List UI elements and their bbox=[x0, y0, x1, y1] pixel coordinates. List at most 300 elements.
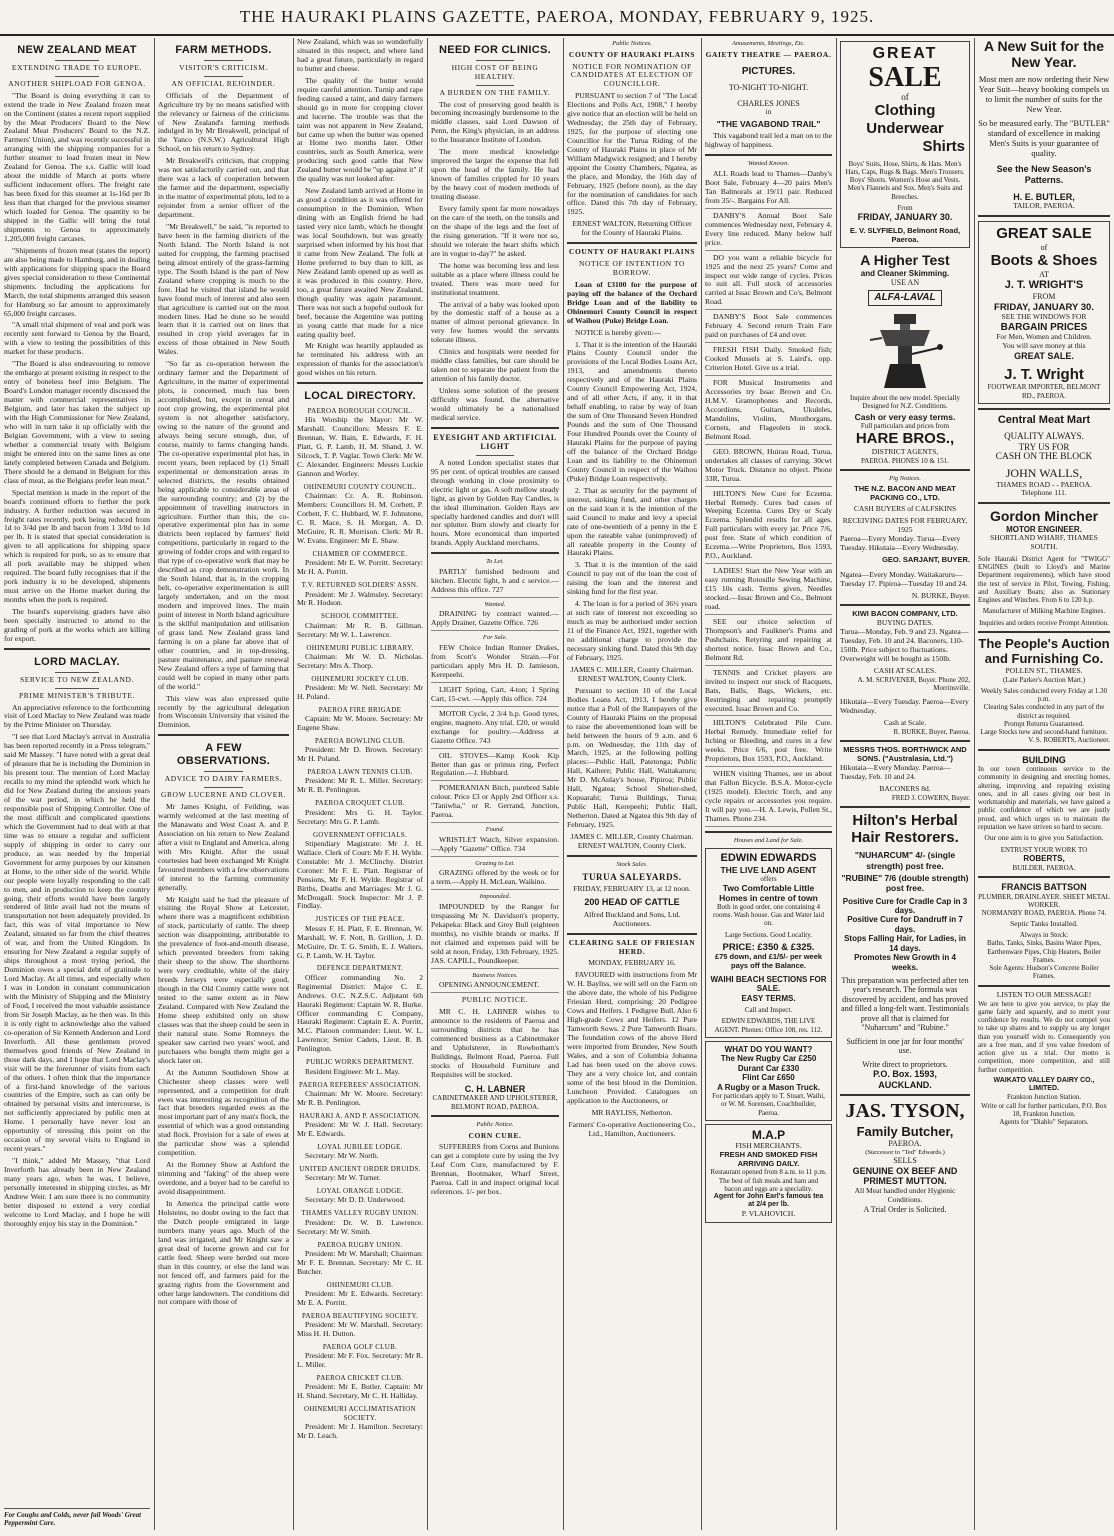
wanted-known-item: HILTON'S Celebrated Pile Cure. Herbal Remedy. Immediate relief for Itching or Bleeding, and cures in a few weeks. Price 6/6, post free. Write Proprietors, Box 1593, P.O., Auckland. bbox=[705, 719, 832, 767]
subheadline: ANOTHER SHIPLOAD FOR GENOA. bbox=[8, 78, 146, 88]
article-paragraph: Officials of the Department of Agriculture try by no means satisfied with the relevancy or fairness of the criticisms of New Zealand's farming methods indulged in by Mr Breakwell, principal of the Yanco (N.S.W.) Agricultural High School, on his return to Sydney. bbox=[158, 90, 289, 154]
advertiser-tagline: MOTOR ENGINEER. bbox=[1006, 524, 1082, 534]
wanted-known-item: LADIES! Start the New Year with an easy running Rotosille Sewing Machine, £15 10s cash. Terms given, Needles stocked.—Issac Brown and Co., Belmont road. bbox=[705, 567, 832, 615]
notice-heading: COUNTY OF HAURAKI PLAINS bbox=[568, 247, 696, 257]
ad-address: THAMES ROAD - - PAEROA. bbox=[996, 479, 1092, 489]
ad-text: From bbox=[897, 203, 913, 212]
advertiser-name: C. H. LABNER bbox=[464, 1083, 526, 1094]
advertiser-name: ROBERTS, bbox=[1023, 854, 1065, 864]
ad-text: Agents for "Diablo" Separators. bbox=[999, 1118, 1089, 1126]
ad-item: A Rugby or a Mason Truck. bbox=[717, 1082, 820, 1092]
classified-ad: GRAZING offered by the week or for a term.—Apply H. McLean, Waikino. bbox=[431, 869, 559, 890]
notice-heading: MESSRS THOS. BORTHWICK AND SONS. ("Australasia, Ltd.") bbox=[843, 745, 967, 764]
notice-heading: COUNTY OF HAURAKI PLAINS bbox=[568, 49, 696, 59]
subheadline: EYESIGHT AND ARTIFICIAL LIGHT bbox=[433, 432, 557, 452]
notice-subheading: CASH AT SCALES. bbox=[873, 665, 937, 675]
notice-heading: THE N.Z. BACON AND MEAT PACKING CO., LTD. bbox=[854, 483, 956, 502]
wanted-known-item: GEO. BROWN, Huirau Road, Turua, undertakes all classes of carrying. 30cwt Motor Truck. Distance no object. Phone 33R, Turua. bbox=[705, 448, 832, 487]
article-paragraph: A noted London specialist states that 95 per cent. of optical troubles are caused through working in close proximity to electric light or gas. A soft mellow steady light, as given by Golden Ray Candles, is the ideal illumination. Golden Rays are specially hardened candles and don't will nor splutter. Burn slowly and clearly for hours. More economical than imported brands. Apply Auckland merchants. bbox=[431, 457, 559, 548]
ad-signature: H. E. BUTLER, bbox=[1013, 191, 1075, 202]
directory-entry: Chairman: Mr W. Moore. Secretary: Mr R. B. Penlington. bbox=[297, 1088, 423, 1107]
directory-heading: CHAMBER OF COMMERCE. bbox=[312, 550, 408, 559]
notice-text: 3. That it is the intention of the said Council to pay out of the loan the cost of raising the loan and the interest and sinking fund for the first year. bbox=[567, 560, 697, 597]
section-label: Stock Sales. bbox=[616, 860, 648, 868]
article-paragraph: Mr Knight said he had the pleasure of visiting the Royal Show at Leicester, where there was a magnificent exhibition of stock, particularly of cattle. The sheep section was disappointing, attributable to the prevalence of foot-and-mouth disease, which prevented breeders from taking their sheep to the show. The shorthorns were very creditable, white of the dairy breeds Jerseys were especially good, though in the Old Country cattle were not tested to the same extent as in New Zealand. Compared with New Zealand the Home sheep exhibited only on show classes was that the sheep could be seen in their natural state. Some Romneys the speaker saw carried two years' wool, and purchasers who bought them might get a shock later on. bbox=[158, 894, 289, 1065]
wanted-known-item: HILTON'S New Cure for Eczema. Herbal Remedy. Cures bad cases of Weeping Eczema. Cures Dry or Scaly Eczema. Splendid results for all ages. Full particulars with every jar. Price 7/6, post free. State of which condition of Eczema.—Write Proprietors, Box 1593, P.O., Auckland. bbox=[705, 490, 832, 565]
wanted-known-item: DANBY'S Annual Boot Sale commences Wednesday next, February 4. Every line reduced. Many below half price. bbox=[705, 212, 832, 251]
ad-address: Frankton Junction Station. bbox=[1006, 1093, 1082, 1102]
ad-headline: Clothing bbox=[874, 102, 936, 120]
ad-text: This preparation was perfected after ten year's research. The formula was discovered by accident, and has proved and filled a long-felt want. Testimonials prove all that is claimed for "Nuharcum" and "Rubine." bbox=[841, 976, 969, 1033]
column-rule bbox=[836, 38, 837, 1530]
notice-signature: GEO. SARJANT, BUYER. bbox=[882, 554, 970, 564]
article-paragraph: At the Autumn Southdown Show at Chichester sheep classes were well represented, and a competition for draft ewes was interesting as recognition of the fact that breeders regarded ewes as the most important part of any man's flock, the essential of which was a good outstanding stud flock. Provision for a sale of ewes at the particular show was a splendid competition. bbox=[158, 1067, 289, 1158]
directory-entry: Officer commanding No. 2 Regimental District: Major C. E. Andrews. O.C. N.Z.S.C. Adjutant 6th Hauraki Regiment: Captain W. R. Burke. Officer commanding C Company, Hauraki Regiment: Captain E. A. Porritt, M.C. Platoon commander: Lieut. W. L. Lawrence; Senior Cadets, Lieut. R. B. Penlington. bbox=[297, 972, 423, 1054]
ad-claim: Positive Cure for Cradle Cap in 3 days. bbox=[842, 896, 968, 915]
classified-ad: FEW Choice Indian Runner Drakes, from Scott's Wonder Strain.—For particulars apply Mrs H. D. Jamieson, Kerepeehi. bbox=[431, 644, 559, 683]
notice-text: MR C. H. LABNER wishes to announce to the residents of Paeroa and surrounding districts that he has commenced business as a Cabinetmaker and Upholsterer, in Rowbotham's Buildings, Belmont Road, Paeroa. Full stocks of Household Furniture and Requisites will be stocked. bbox=[431, 1007, 559, 1079]
ad-text: Sufficient in one jar for four months' use. bbox=[846, 1036, 964, 1056]
ad-text: Inquiries and orders receive Prompt Attention. bbox=[979, 618, 1109, 627]
directory-entry: President: Mr W. Nell. Secretary: Mr H. Poland. bbox=[297, 683, 423, 701]
directory-heading: PAEROA BEAUTIFYING SOCIETY. bbox=[301, 1311, 419, 1320]
directory-entry: Captain: Mr W. Moore. Secretary: Mr Eugene Shaw. bbox=[297, 714, 423, 733]
notice-signature: JAMES C. MILLER, County Chairman. ERNEST WALTON, County Clerk. bbox=[570, 664, 694, 683]
headline: LORD MACLAY. bbox=[34, 655, 120, 668]
ad-terms: Cash or very easy terms. bbox=[854, 412, 956, 423]
column-rule bbox=[974, 38, 975, 1530]
ad-text: FROM bbox=[1032, 292, 1056, 302]
classified-category: Found. bbox=[485, 826, 505, 834]
subheadline: SERVICE TO NEW ZEALAND. bbox=[19, 674, 135, 684]
notice-text: Paeroa—Every Monday. Turua—Every Tuesday. Hikutaia—Every Wednesday. bbox=[840, 533, 961, 552]
wanted-known-list bbox=[705, 170, 832, 827]
notice-text: 2. That as security for the payment of interest, sinking fund, and other charges on the said loan it is the intention of the said Council to make and levy a special rate of one-twentieth of a penny in the £ upon the rateable value (unimproved) of all rateable property in the County of Hauraki Plains. bbox=[567, 485, 697, 558]
ad-text: Boys' Suits, Hose, Shirts, & Hats. Men's Hats, Caps, Rugs & Bags. Men's Trousers. Boys' Shorts. Women's Hose and Vests. Men's Flannels and Sox. Men's Suits and Breeches. bbox=[845, 159, 965, 201]
article-paragraph: New Zealand lamb arrived at Home in as good a condition as it was offered for consumption in the Dominion. When dining with an English friend he had tasted very nice lamb, which he thought was local Southdown, but was greatly surprised when informed by his host that it came from New Zealand. The folk at Home preferred to buy than to kill, as New Zealand lamb opened up as well as it was produced in this country. Here, too, a great future awaited New Zealand, though quality was again paramount. There was not such a hopeful outlook for beef, because the Argentine was putting in young cattle that made for a nice eating quality beef. bbox=[297, 186, 423, 339]
directory-heading: PAEROA BOWLING CLUB. bbox=[315, 737, 405, 746]
directory-entry: President: Mr W. J. Hall. Secretary: Mr E. Edwards. bbox=[297, 1119, 423, 1138]
ad-signature: P. VLAHOVICH. bbox=[741, 1208, 796, 1218]
notice-text: 1. That it is the intention of the Hauraki Plains County Council under the provisions of the Local Bodies Loans Act, 1913, and amendments thereto respectively and of the Hauraki Plains County Council Empowering Act, 1924, and of all other Acts, if any, it in that behalf enabling, to raise by way of loan the sum of One Thousand Seven Hundred Pounds and the sum of One Thousand Four Hundred Pounds over the County of Hauraki Plains for the purpose of paying off the balance of the Orchard Bridge Loan and its liability to the Ohinemuri County Council in respect of the Waihou (Puke) Bridge Loan respectively. bbox=[567, 339, 697, 483]
classified-ad: WRISTLET Watch, Silver expansion.—Apply "Gazette" Office. 734 bbox=[431, 836, 559, 857]
map-fish-ad bbox=[705, 1124, 832, 1223]
section-label: Public Notice. bbox=[476, 1120, 514, 1128]
ad-headline: A Higher Test bbox=[860, 252, 950, 269]
subheadline: PRIME MINISTER'S TRIBUTE. bbox=[18, 690, 135, 700]
ad-terms: £75 down, and £1/5/- per week pays off the Balance. bbox=[714, 952, 823, 970]
alfa-laval-ad bbox=[840, 252, 970, 465]
section-label: Houses and Land for Sale. bbox=[733, 836, 804, 844]
article-paragraph: In America the principal cattle were Holsteins, no doubt owing to the fact that the Dutch people emigrated in large numbers many years ago. Much of the land was irrigated, and Mr Knight saw a great deal of lucerne grown and cut for cattle feed. Sheep were herded out more than in this country, or else the land was not fenced off, and farmers paid for the grazing rights from the Government and other large landowners. The conditions did not compare with those of bbox=[158, 1198, 289, 1307]
advertiser-tagline: Family Butcher, bbox=[856, 1123, 954, 1139]
notice-subheading: NOTICE FOR NOMINATION OF CANDIDATES AT ELECTION OF COUNCILLOR. bbox=[570, 61, 694, 89]
article-paragraph: The board's supervising graders have also been specially instructed to attend to the grading of pork at the works which are killing for export. bbox=[4, 607, 150, 643]
article-paragraph: "The Board is doing everything it can to extend the trade in New Zealand frozen meat on the Continent (states a recent report supplied by the Meat Producers' Board to the New Zealand Meat Producers' Board to the N.Z. Farmers' Union), and was recently successful in arranging with the shipping companies for a further steamer to load frozen meat in New Zealand for Genoa. The s.s. Gallic will load about the middle of March at ports where sufficient inducement offers. The freight rate has been fixed for this steamer at 1s-16d per lb less than that charged for the previous steamer which loaded for Genoa. The quantity to be shipped in the Gallic will bring the total shipments to Genoa to approximately 1,205,000 freight carcases. bbox=[4, 90, 150, 243]
directory-heading: PAEROA REFEREES' ASSOCIATION. bbox=[299, 1080, 421, 1089]
directory-entry: Stipendiary Magistrate: Mr J. H. Wallace. Clerk of Court: Mr F. H. Wylde. Constable: Mr J. McClinchy. District Coroner: Mr F. E. Platt. Registrar of Pensions, Mr F. H. Wylde. Registrar of Births, Deaths and Marriages: Mr J. G. McDougall. Stock Inspector: Mr J. P. Findlay. bbox=[297, 838, 423, 911]
notice-subheading: BACONERS 8d. bbox=[879, 783, 931, 793]
classified-ad: LIGHT Spring, Cart, 4-ton; 1 Spring Cart, 15-cwt. —Apply this office. 724 bbox=[431, 686, 559, 707]
notice-subheading: Cash at Scale. bbox=[883, 718, 927, 728]
ad-address: POLLEN ST., THAMES. bbox=[1005, 665, 1083, 675]
sale-date: MONDAY, FEBRUARY 16. bbox=[588, 958, 676, 968]
ad-item: "NUHARCUM" 4/- (single strength) post free. bbox=[854, 850, 956, 871]
ad-text: TRY US FOR bbox=[1018, 441, 1070, 452]
advertiser-tagline: FISH MERCHANTS. bbox=[735, 1140, 802, 1150]
ad-subheadline: See the New Season's Patterns. bbox=[996, 164, 1092, 185]
ad-text: Sole Agents: Hudson's Concrete Boiler Frames. bbox=[989, 964, 1099, 981]
ad-item: "RUBINE" 7/6 (double strength) post free. bbox=[841, 872, 969, 893]
ad-text: Write or call for further particulars, P.O. Box 18, Frankton Junction. bbox=[981, 1101, 1107, 1118]
directory-heading: UNITED ANCIENT ORDER DRUIDS. bbox=[299, 1165, 421, 1174]
wanted-known-item: DO you want a reliable bicycle for 1925 and the next 25 years? Come and inspect our wide range of cycles. Prices to suit all. Full stock of accessories carried at Issac Brown and Co's, Belmont Road. bbox=[705, 254, 832, 311]
ad-text: Manufacturer of Milking Machine Engines. bbox=[982, 607, 1106, 616]
ad-subheadline: BARGAIN PRICES bbox=[1000, 321, 1088, 333]
notice-text: Ngatea—Every Monday. Waitakaruru—Tuesday 17. Pipiroa—Tuesday 10 and 24. bbox=[840, 569, 968, 588]
directory-heading: GOVERNMENT OFFICIALS. bbox=[312, 830, 408, 839]
headline: NEW ZEALAND MEAT bbox=[17, 44, 137, 56]
ad-text: of bbox=[1040, 242, 1048, 252]
masthead: THE HAURAKI PLAINS GAZETTE, PAEROA, MONDAY, FEBRUARY 9, 1925. bbox=[0, 0, 1114, 36]
directory-entry: President: Mrs G. H. Taylor. Secretary: Mrs G. P. Lamb. bbox=[297, 807, 423, 826]
wanted-known-item: DANBY'S Boot Sale commences February 4. Second return Train Fare paid on purchases of £4 and over. bbox=[705, 313, 832, 343]
ad-date: FRIDAY, JANUARY 30. bbox=[857, 212, 953, 223]
ad-text: (Late Parker's Auction Mart.) bbox=[1002, 675, 1086, 684]
classified-ad: MOTOR Cycle, 2 3/4 h.p. Good tyres, engine, magneto. Any trial. £20, or would exchange for poultry.—Address at Gazette Office. 743 bbox=[431, 710, 559, 749]
ad-text: ENTRUST YOUR WORK TO bbox=[1000, 846, 1088, 855]
sale-date: FRIDAY, FEBRUARY 13, at 12 noon. bbox=[573, 884, 691, 894]
directory-heading: OHINEMURI COUNTY COUNCIL. bbox=[303, 483, 417, 492]
classified-ad: POMERANIAN Bitch, purebred Sable colour. Price £3 or Apply 2nd Officer s.s. "Taniwha," or R. Gerrand, Junction, Paeroa. bbox=[431, 784, 559, 823]
ad-headline: FRESH AND SMOKED FISH ARRIVING DAILY. bbox=[719, 1149, 818, 1168]
directory-entry: President: Mr R. L. Miller. Secretary: Mr R. B. Penlington. bbox=[297, 776, 423, 795]
notice-subheading: BUYING DATES. bbox=[876, 618, 934, 628]
ad-text: Prompt Returns Guaranteed. bbox=[1004, 719, 1084, 728]
subheadline: ADVICE TO DAIRY FARMERS. bbox=[164, 774, 283, 784]
directory-heading: PAEROA CRICKET CLUB. bbox=[316, 1374, 404, 1383]
ad-text: All Meat handled under Hygienic Conditions. bbox=[854, 1185, 956, 1204]
ad-headline: GREAT bbox=[872, 45, 938, 62]
ad-text: In our town continuous service to the community in designing and erecting homes, altering, improving and repairing existing ones, and in all cases giving our best in workmanship and materials, we have gained a public confidence of which we are justly proud, and which urges us to maintain the reputation we have striven so hard to secure. bbox=[978, 765, 1110, 831]
notice-subheading: NOTICE OF INTENTION TO BORROW. bbox=[578, 259, 686, 277]
car-ad bbox=[705, 1041, 832, 1121]
ad-text: Full particulars and prices from bbox=[860, 422, 950, 431]
advertiser-name: M.A.P bbox=[751, 1127, 786, 1142]
film-description: This vagabond trail led a man on to the highway of happiness. bbox=[705, 131, 832, 150]
directory-heading: OHINEMURI JOCKEY CLUB. bbox=[311, 674, 409, 683]
directory-entry: Secretary: Mr D. D. Underwood. bbox=[305, 1195, 406, 1205]
wanted-known-item: ALL Roads lead to Thames—Danby's Boot Sale, February 4—20 pairs Men's Tan Balmorals at 19/11 pair. Reduced from 35/-. Bargains For All. bbox=[705, 170, 832, 209]
ad-item: The New Rugby Car £250 bbox=[720, 1054, 817, 1064]
ad-text: Restaurant opened from 8 a.m. to 11 p.m. The best of fish meals and ham and bacon and eggs are a speciality. bbox=[710, 1168, 827, 1193]
column-2 bbox=[158, 38, 289, 1532]
ad-text: QUALITY ALWAYS. bbox=[1004, 430, 1084, 441]
ad-subheadline: and Cleaner Skimming. bbox=[860, 268, 950, 278]
boots-sale-ad bbox=[978, 221, 1110, 404]
classified-category: To Let. bbox=[486, 558, 504, 566]
ad-headline: Shirts bbox=[922, 137, 965, 155]
article-paragraph: "Mr Breakwell," he said, "is reported to have been in the farming districts of the North Island. The North Island is not suited for cropping, the farming practised being almost entirely of the grass-farming type. The South Island is the part of New Zealand where cropping is much to the fore. Had he visited that island he would have found much of interest and also seen that agriculture is carried out on the most modern lines. Had he done so he would learn that it is carried out on lines that resulted in crop yield averages far in excess of those obtained in New South Wales. bbox=[158, 222, 289, 357]
subheadline: EXTENDING TRADE TO EUROPE. bbox=[11, 62, 143, 72]
notice-signature: A. M. SCRIVENER, Buyer. Phone 202, Morrinsville. bbox=[857, 675, 970, 693]
ad-text: For particulars apply to T. Stuart, Waihi, or W. M. Sorensen, Coachbuilder, Paeroa. bbox=[712, 1092, 825, 1117]
column-rule bbox=[701, 38, 702, 1530]
article-paragraph: Clinics and hospitals were needed for middle class families, but care should be taken not to separate the patient from the attention of his family doctor. bbox=[431, 347, 559, 384]
classified-ad: OPENING ANNOUNCEMENT. bbox=[431, 981, 559, 993]
ad-text: Agent for John Earl's famous tea at 2/4 per lb. bbox=[713, 1193, 824, 1209]
advertiser-name: J. T. WRIGHT'S bbox=[1004, 279, 1084, 292]
ad-text: A Trial Order is Solicited. bbox=[863, 1204, 947, 1214]
directory-entry: His Worship the Mayor: Mr W. Marshall. Councillors: Messrs F. E. Brennan, W. Bain, E. Edwards, F. H. Platt, G. P. Lamb, H. M. Shand, J. W. Silcock, T. P. Vaglar. Town Clerk: Mr W. C. Alexander. Engineers: Messrs Luckie Gannon and Worley. bbox=[297, 415, 423, 479]
headline: FARM METHODS. bbox=[175, 44, 272, 56]
notice-signature: FRED J. COWERN, Buyer. bbox=[891, 793, 970, 802]
ad-text: CASH ON THE BLOCK bbox=[995, 452, 1093, 463]
sale-contact: MR BAYLISS, Netherton. bbox=[591, 1107, 673, 1117]
section-label: Pig Notices. bbox=[889, 475, 921, 483]
subheadline: AN OFFICIAL REJOINDER. bbox=[171, 78, 276, 88]
directory-heading: JUSTICES OF THE PEACE. bbox=[315, 915, 405, 924]
ad-headline: Hilton's Herbal Hair Restorers. bbox=[851, 811, 959, 847]
directory-heading: LOYAL JUBILEE LODGE. bbox=[317, 1142, 403, 1151]
ad-headline: GREAT SALE bbox=[996, 224, 1092, 242]
classified-ad: IMPOUNDED by the Ranger for trespassing Mr N. Davidson's property, Pekapeka: Black and Grey Bull (eighteen months), no visible brands or marks. If not claimed and expenses paid will be sold at noon, Friday, 13th February, 1925. JAS. CAPILL, Poundkeeper. bbox=[431, 903, 559, 969]
theatre-name: GAIETY THEATRE — PAEROA. bbox=[705, 49, 832, 59]
directory-heading: T.V. RETURNED SOLDIERS' ASSN. bbox=[301, 581, 419, 590]
showtime: TO-NIGHT TO-NIGHT. bbox=[728, 83, 809, 93]
classified-category: Grazing to Let. bbox=[475, 859, 515, 867]
ad-text: Large Stocks new and second-hand furniture. bbox=[980, 728, 1108, 737]
column-1 bbox=[4, 38, 150, 1532]
article-paragraph: The quality of the butter would require careful attention. Turnip and rape feeding caused a taint, and dairy farmers should go in more for cropping clover and lucerne. The trouble was that the taint was not apparent in New Zealand, but came up when the butter was opened at Home two months later. Other countries, such as South America, were producing such good cattle that New Zealand butter would be "up against it" if the quality was not looked after. bbox=[297, 75, 423, 184]
directory-heading: OHINEMURI CLUB. bbox=[326, 1280, 394, 1289]
directory-heading: OHINEMURI PUBLIC LIBRARY. bbox=[306, 643, 414, 652]
subheadline: HIGH COST OF BEING HEALTHY. bbox=[451, 62, 539, 81]
advertiser-name: JOHN WALLS, bbox=[1005, 466, 1083, 481]
edwin-edwards-ad bbox=[705, 848, 832, 1038]
ad-text: SEE THE WINDOWS FOR bbox=[1001, 311, 1087, 321]
ad-text: (Successor to "Ted" Edwards.) bbox=[865, 1148, 945, 1156]
ad-text: Our one aim is to give you Satisfaction. bbox=[984, 833, 1104, 843]
ad-headline: Underwear bbox=[866, 120, 944, 138]
ad-headline: WHAT DO YOU WANT? bbox=[724, 1044, 813, 1054]
article-paragraph: The home was becoming less and less suitable as a place where illness could be treated. There was more need for institutional treatment. bbox=[431, 260, 559, 297]
directory-entry: Secretary: Mr W. North. bbox=[305, 1151, 379, 1161]
ad-headline: WAIHI BEACH SECTIONS FOR SALE. bbox=[710, 974, 827, 994]
ad-text: We are here to give you service, to play the game fairly and squarely, and to merit your confidence by results. We do not compel you to take up shares and to supply us any longer than you yourself wish to. Consequently you are a free man, and if you value freedom of action give us a trial. Our motto is competition, more competition, and still further competition. bbox=[978, 999, 1110, 1074]
notice-heading: PUBLIC NOTICE. bbox=[461, 995, 529, 1005]
classified-category: Impounded. bbox=[479, 893, 511, 901]
classified-ad: OIL STOVES—Kamp Kook Kip Better than gas or primus ring, Perfect Regulation.—J. Hubbard. bbox=[431, 752, 559, 782]
notice-signature: R. BURKE, Buyer, Paeroa. bbox=[893, 728, 970, 737]
article-paragraph: Mr Breakwell's criticism, that cropping was not satisfactorily carried out, and that there was a lack of cooperation between the farmer and the department, especially in the matter of experimental plots, led to a rejoinder from a senior officer of the department. bbox=[158, 156, 289, 220]
article-paragraph: "So far as co-operation between the ordinary farmer and the Department of Agriculture, in the matter of experimental plots, is concerned, much has been accomplished, but, except in cereal and root crop growing, the experimental plot system is not altogether satisfactory, owing to the nature of the ground and always being secure enough, due, of course, mainly to farms changing hands. The co-operative experimental plot has, in recent years, been replaced by (1) Small experimental or demonstration areas in selected districts, the results obtained being applicable to considerable areas of the surrounding country; and (2) by the appointment of travelling instructors in agriculture. Further than this, the co-operative experimental plot has in some districts been replaced by farmers' field competitions, particularly in regard to the growing of fodder crops and with regard to that type of co-operative work that may be described as crop demonstration work. In the South Island, that is, in the cropping belt, co-operative experimentation is still largely undertaken, and on the most modern and improved lines. The main point of interest in North Island agriculture is the skilful manipulation and utilisation of grass land. New Zealand grass land farming is on a plane far above that of other countries, and in top-dressing, pasture maintenance, and pasture renewal New Zealand offers a type of farming that could well be copied in many other parts of the world." bbox=[158, 359, 289, 691]
ad-text: Both in good order, one containing 4 rooms. Wash house. Gas and Water laid on. bbox=[713, 902, 824, 928]
sale-auctioneer: Alfred Buckland and Sons, Ltd. Auctioneers. bbox=[583, 909, 681, 928]
directory-entry: President: Dr. W. B. Lawrence. Secretary: Mr W. Smith. bbox=[297, 1217, 423, 1236]
cream-separator-icon bbox=[850, 310, 960, 392]
ad-terms: EASY TERMS. bbox=[741, 993, 796, 1003]
sale-heading: TURUA SALEYARDS. bbox=[582, 871, 682, 882]
subheadline: A BURDEN ON THE FAMILY. bbox=[439, 87, 551, 97]
article-paragraph: "I think," added Mr Massey, "that Lord Inverforth has already been in New Zealand many years ago, when he was, I believe, personally interested in shipping circles, as Mr Andrew Weir. I am sure there is no community better disposed to extend a very cordial welcome to Lord Maclay, and I hope he will thoroughly enjoy his stay in the Dominion." bbox=[4, 1156, 150, 1228]
headline: A FEW OBSERVATIONS. bbox=[176, 742, 271, 768]
directory-heading: PAEROA CROQUET CLUB. bbox=[315, 799, 405, 808]
film-title: "THE VAGABOND TRAIL" bbox=[716, 119, 821, 130]
ad-headline: LISTEN TO OUR MESSAGE! bbox=[996, 989, 1092, 999]
column-rule bbox=[293, 38, 294, 1530]
notice-text: Loan of £3100 for the purpose of paying off the balance of the Orchard Bridge Loan and of the liability to Ohinemuri County Council in respect of Waihou (Puke) Bridge Loan. bbox=[567, 279, 697, 325]
directory-entry: Chairman: Cr. A. R. Robinson. Members: Councillors H. M. Corbett, P. Corbett, F. C. Hubbard, W. F. Johnstone, C. R. Mace, S. H. Morgan, A. D. McGuire, R. R. Morrison. Clerk: Mr R. W. Evans. Engineer: Mr E. Shaw. bbox=[297, 491, 423, 546]
ad-item: Durant Car £330 bbox=[737, 1063, 800, 1073]
directory-heading: PAEROA FIRE BRIGADE bbox=[318, 705, 402, 714]
column-4 bbox=[431, 38, 559, 1532]
headline: NEED FOR CLINICS. bbox=[438, 44, 552, 56]
directory-entry: Chairman: Mr W. D. Nicholas. Secretary: Mrs A. Thorp. bbox=[297, 651, 423, 670]
article-paragraph: Mr Knight was heartily applauded as he terminated his address with an expression of thanks for the association's good wishes on his return. bbox=[297, 341, 423, 378]
ad-price: PRICE: £350 & £325. bbox=[722, 941, 815, 953]
footer-ad: For Coughs and Colds, never fail Woods' Great Peppermint Cure. bbox=[4, 1508, 150, 1535]
notice-subheading: RECEIVING DATES FOR FEBRUARY, 1925 bbox=[842, 516, 968, 535]
classified-category: Wanted. bbox=[484, 600, 506, 608]
article-paragraph: "A small trial shipment of veal and pork was recently sent forward to Genoa by the Board, with a view to testing the possibilities of this market for these products. bbox=[4, 320, 150, 357]
headline: LOCAL DIRECTORY. bbox=[304, 390, 416, 403]
ad-text: of bbox=[901, 91, 909, 102]
classified-category: For Sale. bbox=[482, 634, 508, 642]
advertiser-name: J. T. Wright bbox=[1004, 365, 1084, 383]
article-paragraph: The cost of preserving good health is becoming increasingly burdensome to the middle classes, said Lord Dawson of Penn, the King's physician, in an address to the Insurance Institute of London. bbox=[431, 99, 559, 145]
wanted-known-item: SEE our choice selection of Thompson's and Faulkner's Prams and Pushchairs. Retyring and repairing at shortest notice. Issac Brown and Co., Belmont Rd. bbox=[705, 618, 832, 666]
ad-text: Baths, Tanks, Sinks, Basins Water Pipes, Earthenware Pipes, Chip Heaters, Boiler Frames. bbox=[987, 939, 1101, 964]
ad-text: For Men, Women and Children. bbox=[996, 332, 1092, 342]
directory-entry: Secretary: Mr W. Turner. bbox=[305, 1173, 381, 1183]
subheadline: VISITOR'S CRITICISM. bbox=[179, 62, 268, 72]
ad-text: Most men are now ordering their New Year Suit—heavy booking compels us to limit the number of suits for the New Year. bbox=[978, 74, 1110, 115]
article-paragraph: Every family spent far more nowadays on the care of the teeth, on the tonsils and on the shape of the legs and the feet of the rising generation. "If it were not so, should we tolerate the heart shifts which are in vogue to-day?" he asked. bbox=[431, 203, 559, 258]
advertiser-phone: Telephone 111. bbox=[1021, 488, 1067, 498]
article-paragraph: At the Romney Show at Ashford the trimming and "faking" of the sheep were overdone, and a buyer had to be careful to avoid disappointment. bbox=[158, 1160, 289, 1197]
pictures-heading: PICTURES. bbox=[741, 65, 796, 77]
section-label: Wanted Known. bbox=[748, 160, 789, 168]
article-paragraph: "I see that Lord Maclay's arrival in Australia has been reported recently in a Press telegram," said Mr Massey. "I have noted with a great deal of pleasure that he is including the Dominion in his present tour. The mention of Lord Maclay recalls to my mind the splendid work which he did for New Zealand during the anxious years of the war period, in which he held the responsible post of Shipping Controller. One of the most difficult and complicated questions which the Government had to deal with at that time was to ensure a regular and sufficient supply of shipping in order to carry our produce, as was needed by the Imperial Government for army purposes by our kinsmen at Home, to the other side of the world. While our people were loyally responding to the call to men, and in production to keep the country going, their efforts would have been largely rendered of little avail had not the means of transportation not been adequately provided. In fact, this was of vital importance to New Zealand, situated so far from the chief theatres of war, and from the United Kingdom. In ensuring for New Zealand a regular supply of ships throughout a most trying period, the Dominion owes a special debt of gratitude to Lord Maclay. At all times, and especially when I was in London in constant communication with the Ministry of Shipping and the Ministry of Food, I received the most valuable assistance from Sir Joseph Maclay, as he then was. In this it is only right to acknowledge also the valued co-operation of Sir Kenneth Anderson and Lord Inverforth. All these gentlemen proved themselves good friends of New Zealand in those dark days, and I hope that Lord Maclay's visit will be the forerunner of visits from each of the others. I often think that the importance of a first-hand knowledge of the various countries of the Empire, such as can only be obtained by personal visits and intercourse, is not sufficiently appreciated by public men at Home. I personally have never lost an opportunity of stressing this point on the occasion of my several visits to England in recent years." bbox=[4, 732, 150, 1154]
notice-text: PURSUANT to section 7 of "The Local Elections and Polls Act, 1908," I hereby give notice that an election will be held on Wednesday, the 25th day of February, 1925, for the purpose of electing one Councillor for the Turua Riding of the County of Hauraki Plains in place of Mr William Madgwick resigned; and I hereby appoint the County Chambers, Ngatea, as the place, and Monday, the 16th day of February, 1925 (before noon), as the day for the nomination of candidates for such office. Dated this 7th day of February, 1925. bbox=[567, 91, 697, 217]
notice-heading: CORN CURE. bbox=[468, 1130, 522, 1140]
ad-address: P.O. Box. 1593, bbox=[873, 1068, 937, 1079]
ad-claim: Stops Falling Hair, for Ladies, in 14 days. bbox=[844, 934, 966, 953]
advertiser-phone: PAEROA. PHONES 10 & 151. bbox=[860, 456, 950, 465]
ad-headline: Central Meat Mart bbox=[997, 413, 1091, 426]
column-6 bbox=[705, 38, 832, 1532]
article-paragraph: Special mention is made in the report of the board's continued efforts to further the pork industry. A further reduction was secured in freight rates recently, pork being reduced from 1d to 3/4d per lb and bacon from 1 3/8d to 1d per lb. It is stated that special consideration is given to all applications for shipping space which is required for pork, so as to ensure that all pork available may be shipped when required. The board fully recognises that if the pork industry is to be developed, shipments must arrive on the Home market during the months when the pork is required. bbox=[4, 487, 150, 605]
directory-heading: OHINEMURI ACCLIMATISATION SOCIETY. bbox=[304, 1405, 416, 1422]
directory-heading: DEFENCE DEPARTMENT. bbox=[316, 964, 404, 973]
advertiser-tagline: THE LIVE LAND AGENT bbox=[720, 864, 817, 875]
notice-text: Hikutaia—Every Monday. Paeroa—Tuesday, Feb. 10 and 24. bbox=[840, 762, 951, 781]
sale-auctioneer: Farmers' Co-operative Auctioneering Co., Ltd., Hamilton, Auctioneers. bbox=[568, 1119, 696, 1138]
ad-text: USE AN bbox=[890, 278, 920, 288]
notice-text: 4. The loan is for a period of 36½ years at such rate of interest not exceeding so much as may be authorised under section 11 of the Finance Act, 1921, together with no additional charge to provide the necessary sinking fund. Dated this 9th day of February, 1925. bbox=[567, 599, 697, 662]
ad-address: AUCKLAND. bbox=[878, 1079, 932, 1090]
classified-category: Business Notices. bbox=[472, 971, 518, 979]
directory-entry: Chairman: Mr R. B. Gillman. Secretary: Mr W. L. Lawrence. bbox=[297, 620, 423, 639]
subheadline: GROW LUCERNE AND CLOVER. bbox=[160, 790, 287, 800]
directory-entry: Resident Engineer: Mr L. May. bbox=[305, 1066, 400, 1076]
section-label: Amusements, Meetings, Etc. bbox=[731, 40, 806, 47]
advertiser-name: The People's Auction and Furnishing Co. bbox=[978, 635, 1110, 666]
directory-heading: PUBLIC WORKS DEPARTMENT. bbox=[306, 1058, 414, 1067]
article-paragraph: "Shipments of frozen meat (states the report) are also being made to Hamburg, and in dealing with applications for shipping space the Board gives special consideration to these Continental shipments. Including the applications for March, the total shipments arranged this season for Hamburg so far amount to approximately 65,000 freight carcases. bbox=[4, 245, 150, 318]
classified-ad: PARTLY furnished bedroom and kitchen. Electric light, h and c service.—Address this office. 727 bbox=[431, 568, 559, 598]
column-3 bbox=[297, 38, 423, 1532]
ad-address: TAILOR, PAEROA. bbox=[1013, 201, 1075, 211]
ad-text: So be measured early. The "BUTLER" standard of excellence in making Men's Suits is your guarantee of quality. bbox=[978, 118, 1110, 159]
wanted-known-item: WHEN visiting Thames, see us about that Fallon Bicycle. B.S.A. Motor-cycle (1925 model). Electric Torch, and any cycle repairs or accessories you require. It will pay you.—H. A. Lewis, Pollen St., Thames. Phone 234. bbox=[705, 770, 832, 827]
advertiser-name: HARE BROS., bbox=[855, 430, 955, 448]
sale-lot: 200 HEAD OF CATTLE bbox=[584, 897, 680, 908]
ad-claim: Promotes New Growth in 4 weeks. bbox=[854, 953, 956, 972]
article-paragraph: Unless some solution of the present difficulty was found, the alternative would ultimately be a nationalised medical service. bbox=[431, 386, 559, 422]
directory-heading: PAEROA LAWN TENNIS CLUB. bbox=[307, 768, 413, 777]
directory-heading: PAEROA BOROUGH COUNCIL. bbox=[307, 407, 413, 416]
notice-signature: ERNEST WALTON, Returning Officer for the County of Hauraki Plains. bbox=[572, 219, 692, 238]
directory-entry: President: Mr W. Marshall; Chairman: Mr F. E. Brennan. Secretary: Mr C. H. Butcher. bbox=[297, 1248, 423, 1276]
column-rule bbox=[563, 38, 564, 1530]
notice-text: NOTICE is hereby given:— bbox=[575, 327, 661, 337]
advertiser-name: EDWIN EDWARDS bbox=[720, 851, 817, 864]
advertiser-name: Gordon Mincher bbox=[989, 508, 1099, 525]
ad-text: offers bbox=[760, 874, 777, 883]
ad-address: BUILDER, PAEROA. bbox=[1012, 863, 1076, 872]
article-paragraph: Mr James Knight, of Feilding, was warmly welcomed at the last meeting of the Manawatu and West Coast A. and P. Association on his return to New Zealand after a visit to England and America, along with Mrs Knight. After the usual courtesies had been exchanged Mr Knight favoured members with a few observations of interest to the farming community generally. bbox=[158, 802, 289, 892]
ad-item: Flint Car £650 bbox=[742, 1073, 795, 1083]
ad-text: Weekly Sales conducted every Friday at 1.30 p.m. bbox=[980, 686, 1108, 704]
notice-signature: N. BURKE, Buyer. bbox=[911, 590, 970, 600]
notice-text: Turua—Monday, Feb. 9 and 23. Ngatea—Tuesday, Feb. 10 and 24. Baconers, 110-150lb. Price subject to fluctuations. Overweight will be bought as 150lb. bbox=[840, 627, 969, 663]
ad-headline: Boots & Shoes bbox=[990, 252, 1098, 270]
article-paragraph: "The Board is also endeavouring to remove the embargo at present existing in respect to the entry of boneless beef into Belgium. The Board's London manager recently discussed the matter with commercial representatives in Belgium, and later has taken the subject up with the High Commissioner for New Zealand, who will in turn take it up officially with the Belgian Government, with a view to seeing whether a commercial treaty with Belgium might be entered into on the same lines as one lately completed between Canada and Belgium. There should be a demand in Belgium for this class of meat, as the Belgians prefer lean meat." bbox=[4, 359, 150, 485]
ad-signature: E. V. SLYFIELD, Belmont Road, Paeroa. bbox=[849, 225, 961, 244]
directory-entry: President: Mr F. Fox. Secretary: Mr R. L. Miller. bbox=[297, 1351, 423, 1370]
notice-heading: KIWI BACON COMPANY, LTD. bbox=[852, 609, 958, 619]
ad-text: Clearing Sales conducted in any part of the district as required. bbox=[983, 703, 1105, 720]
ad-headline: A New Suit for the New Year. bbox=[983, 38, 1105, 71]
notice-signature: JAMES C. MILLER, County Chairman. ERNEST WALTON, County Clerk. bbox=[570, 832, 694, 850]
notice-subheading: CASH BUYERS of CALFSKINS bbox=[853, 504, 957, 514]
ad-text: Always in Stock: bbox=[1019, 931, 1069, 940]
advertiser-tagline: PLUMBER, DRAINLAYER. SHEET METAL WORKER. bbox=[978, 892, 1110, 909]
ad-signature: EDWIN EDWARDS, THE LIVE AGENT. Phones: Office 108, res. 112. bbox=[714, 1017, 823, 1034]
ad-address: SHORTLAND WHARF, THAMES SOUTH. bbox=[990, 533, 1098, 551]
directory-heading: THAMES VALLEY RUGBY UNION. bbox=[301, 1209, 419, 1218]
wanted-known-item: TENNIS and Cricket players are invited to inspect our stock of Racquets, Bats, Balls, Bags, Wickets, etc. Restringing and repairing promptly executed. Issac Brown and Co. bbox=[705, 669, 832, 717]
column-7 bbox=[840, 38, 970, 1532]
directory-entry: President: Mr E. Edwards. Secretary: Mr E. A. Porritt. bbox=[297, 1288, 423, 1307]
notice-text: SUFFERERS from Corns and Bunions can get a complete cure by using the Ivy Leaf Corn Cure, manufactured by F. Brennan, Bootmaker, Wharf Street, Paeroa. Call in and inspect original local references. 1/- per box. bbox=[431, 1142, 559, 1197]
directory-heading: HAURAKI A. AND P. ASSOCIATION. bbox=[299, 1111, 421, 1120]
notice-text: Pursuant to section 10 of the Local Bodies Loans Act, 1913, I hereby give notice that a Poll of the Ratepayers of the County of Hauraki Plains on the proposal to raise the abovementioned loan will be held between the hours of 9 a.m. and 6 p.m. on Wednesday, the 11th day of March, 1925, at the following polling places:—Public Hall, Patetonga; Public Hall, Kaihere; Public Hall, Waitakaruru; Mr D. McAulay's house, Pipiroa; Public Hall, Ngatea; School Shelter-shed, Kopuarahi; Turua Buildings, Turua; Public Hall, Kerepeehi; Public Hall, Netherton. Dated at Ngatea this 9th day of February, 1925. bbox=[567, 685, 697, 830]
advertiser-tagline: DISTRICT AGENTS, bbox=[871, 446, 939, 456]
ad-text: SELLS bbox=[893, 1156, 917, 1166]
sale-heading: CLEARING SALE OF FRIESIAN HERD. bbox=[568, 937, 696, 956]
directory-heading: SCHOOL COMMITTEE. bbox=[321, 612, 399, 621]
article-paragraph: The more medical knowledge improved the larger the expense that fell upon the head of the family. He had known of families crippled for 10 years by the heavy cost of modern methods of treating disease. bbox=[431, 147, 559, 202]
ad-headline: SALE bbox=[868, 61, 942, 93]
ad-text: Sole Hauraki District Agent for "TWIGG" ENGINES (built to Lloyd's and Marine Department requirements), which have stood the test of service in Pilot, Towing, Fishing, and Auxiliary Boats; also as Stationary Engines and Winches. From 6 to 120 h.p. bbox=[978, 554, 1110, 605]
ad-text: Septic Tanks Installed. bbox=[1010, 919, 1078, 929]
ad-headline: GENUINE OX BEEF AND PRIMEST MUTTON. bbox=[852, 1165, 958, 1187]
directory-entry: President: Mr J. Walmsley. Secretary: Mr R. Hodson. bbox=[297, 589, 423, 608]
ad-text: Inquire about the new model. Specially Designed for N.Z. Conditions. bbox=[849, 393, 961, 410]
